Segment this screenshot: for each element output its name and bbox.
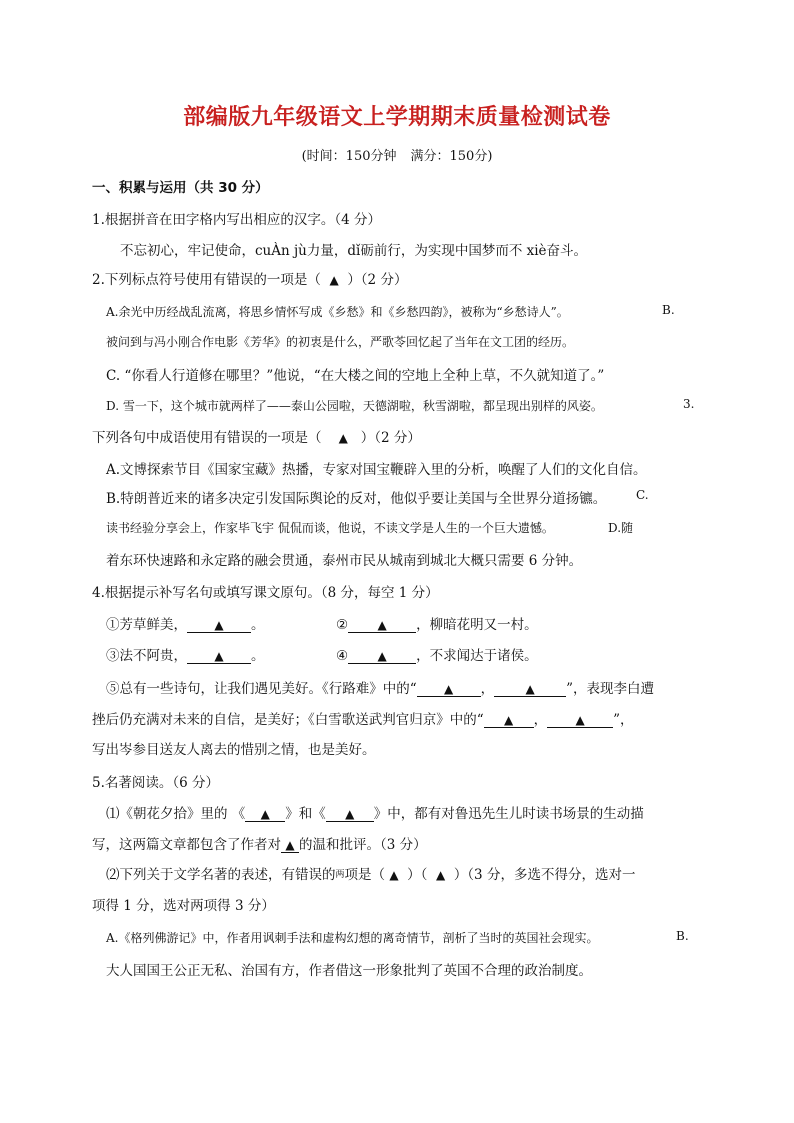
q4-item-5-line3: 写出岑参目送友人离去的惜别之情，也是美好。 <box>92 742 376 758</box>
answer-triangle: ▲ <box>214 618 224 632</box>
q3-stem-pre: 下列各句中成语使用有错误的一项是（ <box>92 430 322 446</box>
q4-item-2-num: ② <box>336 617 349 633</box>
q1-text: 不忘初心，牢记使命，cuÀn jù力量，dǐ砺前行，为实现中国梦而不 xiè奋斗。 <box>120 243 588 259</box>
q2-stem <box>92 268 407 288</box>
q2-option-d: D. 雪一下，这个城市就两样了——泰山公园啦，天德湖啦，秋雪湖啦，都呈现出别样的风姿。 <box>106 399 603 413</box>
exam-score: 满分：150分) <box>410 149 493 164</box>
q4-item-2 <box>336 613 538 633</box>
answer-triangle: ▲ <box>389 868 399 882</box>
section-heading: 一、积累与运用（共 30 分） <box>92 180 269 196</box>
q5-sub1-mid: 》和《 <box>285 806 326 822</box>
answer-triangle: ▲ <box>575 713 585 727</box>
q5-sub2-close1: ）（ <box>407 867 428 883</box>
q5-sub1-text: ⑴《朝花夕拾》里的 《 <box>106 806 246 822</box>
q4-item-5-text: ⑤总有一些诗句，让我们遇见美好。《行路难》中的“ <box>106 681 417 697</box>
q4-item-3 <box>106 644 265 664</box>
q4-item-2-text: ，柳暗花明又一村。 <box>416 617 538 633</box>
q3-option-b: B.特朗普近来的诸多决定引发国际舆论的反对，他似乎要让美国与全世界分道扬镳。 <box>106 491 607 507</box>
exam-time: (时间：150分钟 <box>301 149 397 164</box>
q5-stem: 5.名著阅读。（6 分） <box>92 775 220 791</box>
q4-item-5-line2 <box>92 708 634 728</box>
q4-item-3-text: ③法不阿贵， <box>106 648 187 664</box>
q4-comma: ， <box>480 681 495 697</box>
answer-triangle: ▲ <box>214 649 224 663</box>
q5-sub2-mid: 项是（ <box>344 867 386 883</box>
q5-option-b: 大人国国王公正无私、治国有方，作者借这一形象批判了英国不合理的政治制度。 <box>106 963 592 979</box>
q4-item-1-end: 。 <box>251 617 265 633</box>
q5-sub1-post: 》中，都有对鲁迅先生儿时读书场景的生动描 <box>373 806 644 822</box>
q2-option-b-label: B. <box>662 303 675 317</box>
answer-triangle: ▲ <box>285 838 295 852</box>
answer-blank[interactable] <box>547 713 613 728</box>
q3-option-d-label: D.随 <box>608 521 634 535</box>
answer-blank[interactable] <box>484 713 534 728</box>
q4-item-3-end: 。 <box>251 648 265 664</box>
answer-triangle: ▲ <box>345 807 355 821</box>
answer-blank[interactable] <box>348 649 416 664</box>
exam-info <box>0 145 794 164</box>
q4-comma: ， <box>533 712 548 728</box>
page-title: 部编版九年级语文上学期期末质量检测试卷 <box>183 105 611 130</box>
answer-triangle: ▲ <box>435 868 446 882</box>
answer-triangle: ▲ <box>338 431 348 445</box>
q4-item-4-text: ，不求闻达于诸侯。 <box>416 648 538 664</box>
q5-sub2-text: ⑵下列关于文学名著的表述，有错误的 <box>106 867 336 883</box>
q5-sub2-two: 两 <box>335 870 345 880</box>
q4-stem: 4.根据提示补写名句或填写课文原句。（8 分，每空 1 分） <box>92 585 439 601</box>
answer-blank[interactable] <box>494 682 566 697</box>
q4-item-1-text: ①芳草鲜美， <box>106 617 187 633</box>
q4-item-5-text-end: ”，表现李白遭 <box>566 681 655 697</box>
answer-triangle: ▲ <box>525 682 535 696</box>
q5-sub1-line1 <box>106 802 644 822</box>
q3-stem-post: ）（2 分） <box>360 430 421 446</box>
q3-option-d: 着东环快速路和永定路的融会贯通，泰州市民从城南到城北大概只需要 6 分钟。 <box>106 553 583 569</box>
q2-option-b: 被问到与冯小刚合作电影《芳华》的初衷是什么，严歌苓回忆起了当年在文工团的经历。 <box>106 335 575 349</box>
q2-option-c: C. “你看人行道修在哪里？”他说，“在大楼之间的空地上全种上草，不久就知道了。” <box>106 368 605 384</box>
q3-number: 3. <box>683 397 695 411</box>
q3-option-c-label: C. <box>636 488 649 502</box>
answer-blank[interactable] <box>187 618 251 633</box>
answer-blank[interactable] <box>281 838 299 853</box>
q3-option-a: A.文博探索节目《国家宝藏》热播，专家对国宝鞭辟入里的分析，唤醒了人们的文化自信。 <box>106 462 647 478</box>
q5-sub2-post: ）（3 分，多选不得分，选对一 <box>453 867 636 883</box>
answer-triangle: ▲ <box>329 273 339 287</box>
answer-blank[interactable] <box>417 682 481 697</box>
q5-option-b-label: B. <box>676 929 689 943</box>
q4-item-4 <box>336 644 538 664</box>
q2-stem-pre: 2.下列标点符号使用有错误的一项是（ <box>92 272 321 288</box>
q4-item-5-text2-end: ”， <box>613 712 634 728</box>
q4-item-5-text2: 挫后仍充满对未来的自信，是美好；《白雪歌送武判官归京》中的“ <box>92 712 484 728</box>
q3-option-c: 读书经验分享会上，作家毕飞宇 侃侃而谈，他说，不读文学是人生的一个巨大遗憾。 <box>106 521 554 535</box>
q5-sub1-line2 <box>92 833 427 853</box>
q4-item-5-line1 <box>106 677 654 697</box>
q5-sub1-text2-end: 的温和批评。（3 分） <box>299 837 427 853</box>
q5-option-a: A.《格列佛游记》中，作者用讽刺手法和虚构幻想的离奇情节，剖析了当时的英国社会现实。 <box>106 931 599 945</box>
answer-triangle: ▲ <box>377 618 387 632</box>
answer-triangle: ▲ <box>260 807 270 821</box>
answer-blank[interactable] <box>245 807 285 822</box>
q5-sub1-text2: 写，这两篇文章都包含了作者对 <box>92 837 281 853</box>
answer-blank[interactable] <box>187 649 251 664</box>
answer-blank[interactable] <box>348 618 416 633</box>
q3-stem <box>92 426 421 446</box>
answer-blank[interactable] <box>326 807 374 822</box>
q5-sub2-line2: 项得 1 分，选对两项得 3 分） <box>92 898 275 914</box>
q4-item-4-num: ④ <box>336 648 349 664</box>
q4-item-1 <box>106 613 265 633</box>
answer-triangle: ▲ <box>444 682 454 696</box>
q2-option-a: A.余光中历经战乱流离，将思乡情怀写成《乡愁》和《乡愁四韵》，被称为“乡愁诗人”。 <box>106 305 569 319</box>
q2-stem-post: ）（2 分） <box>347 272 408 288</box>
answer-triangle: ▲ <box>377 649 387 663</box>
q5-sub2-line1 <box>106 863 635 883</box>
q1-stem: 1.根据拼音在田字格内写出相应的汉字。（4 分） <box>92 212 382 228</box>
answer-triangle: ▲ <box>504 713 514 727</box>
